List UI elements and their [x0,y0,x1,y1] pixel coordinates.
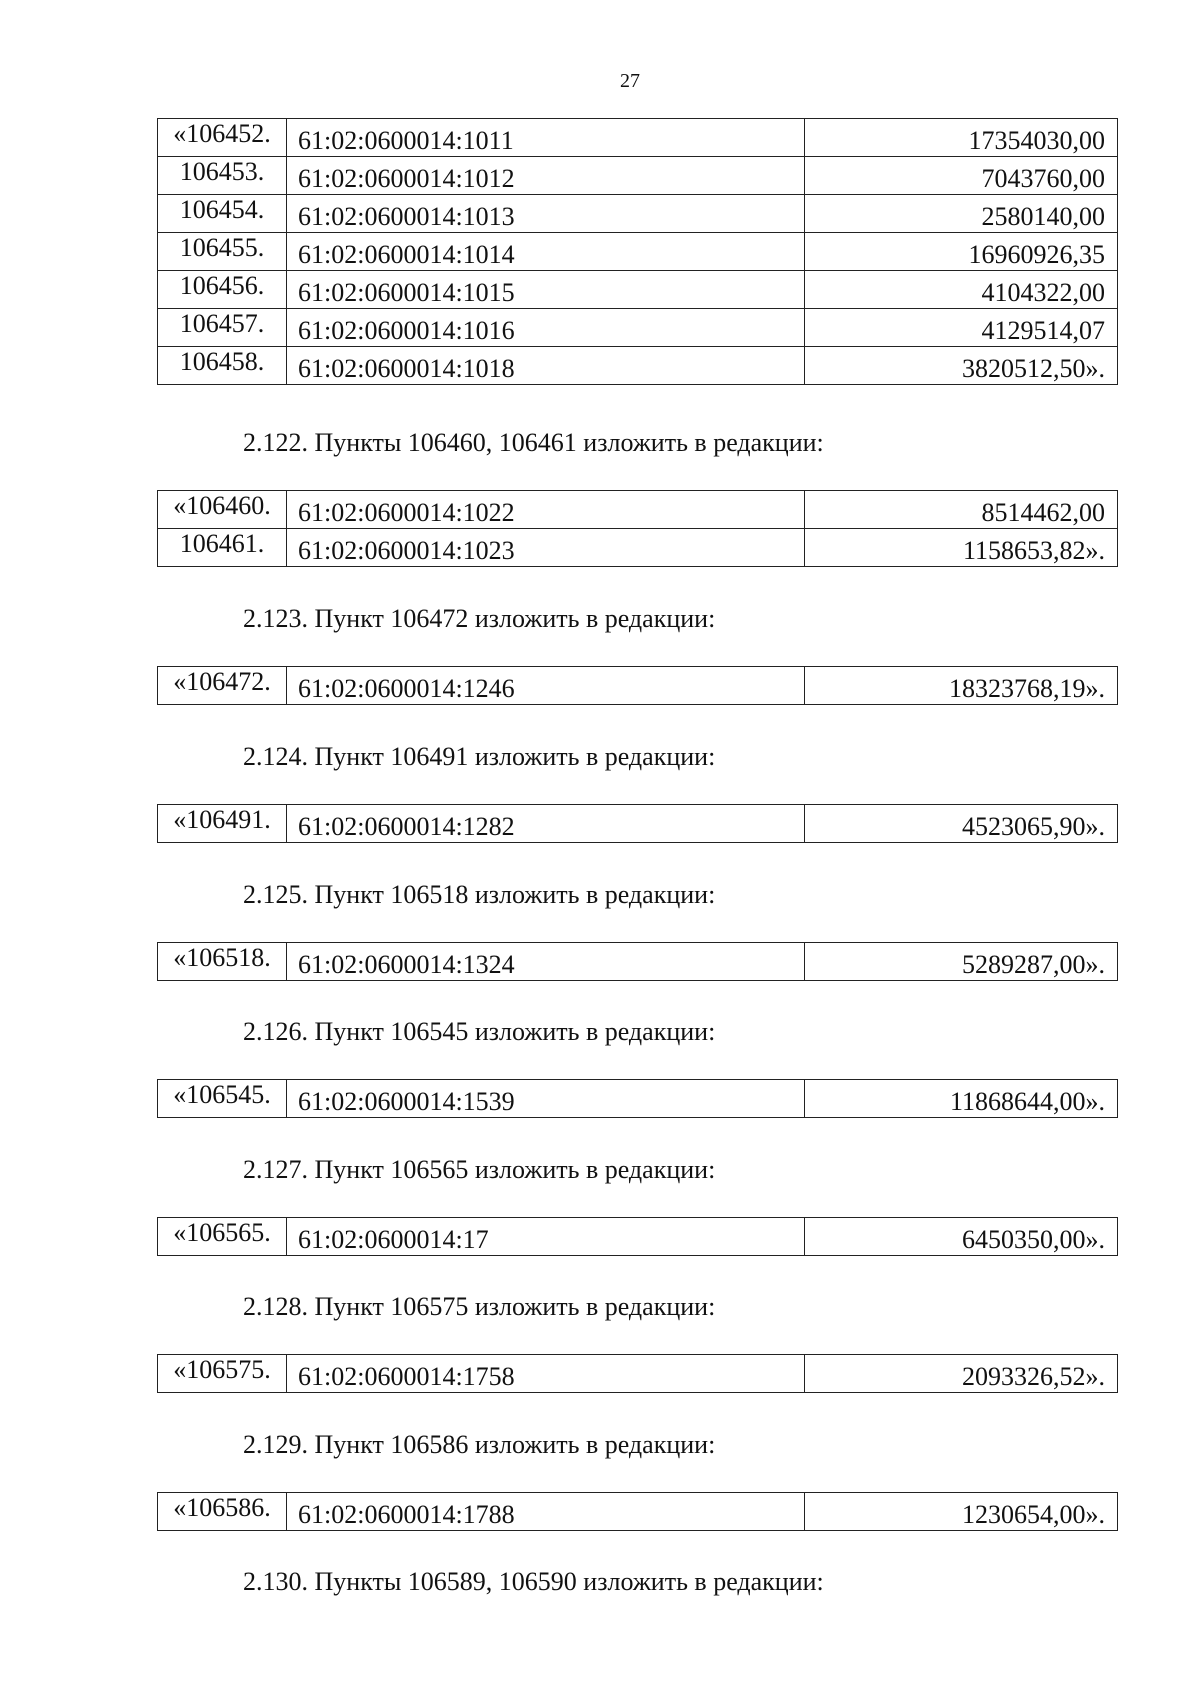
item-number: «106452. [158,115,287,153]
property-table-4 [157,804,1118,843]
cadastral-value: 2580140,00 [805,198,1118,236]
item-number: «106460. [158,487,287,525]
property-table-2 [157,490,1118,567]
cadastral-value: 7043760,00 [805,160,1118,198]
table-row [158,1493,1118,1531]
paragraph-2-130: 2.130. Пункты 106589, 106590 изложить в редакции: [243,1567,824,1596]
table-row [158,1218,1118,1256]
cadastral-number: 61:02:0600014:1011 [287,122,805,160]
cadastral-value: 5289287,00». [805,946,1118,984]
cadastral-value: 18323768,19». [805,670,1118,708]
item-number: 106453. [158,153,287,191]
table-row [158,119,1118,157]
cadastral-number: 61:02:0600014:1539 [287,1083,805,1121]
paragraph-2-126: 2.126. Пункт 106545 изложить в редакции: [243,1017,716,1046]
cadastral-number: 61:02:0600014:1014 [287,236,805,274]
property-table-3 [157,666,1118,705]
cadastral-number: 61:02:0600014:1016 [287,312,805,350]
paragraph-2-127: 2.127. Пункт 106565 изложить в редакции: [243,1155,716,1184]
table-row [158,943,1118,981]
item-number: «106472. [158,663,287,701]
property-table-6 [157,1079,1118,1118]
item-number: «106491. [158,801,287,839]
cadastral-value: 4104322,00 [805,274,1118,312]
cadastral-number: 61:02:0600014:1023 [287,532,805,570]
cadastral-value: 4523065,90». [805,808,1118,846]
table-row [158,309,1118,347]
paragraph-2-129: 2.129. Пункт 106586 изложить в редакции: [243,1430,716,1459]
table-row [158,529,1118,567]
cadastral-number: 61:02:0600014:1324 [287,946,805,984]
cadastral-number: 61:02:0600014:1013 [287,198,805,236]
cadastral-number: 61:02:0600014:1022 [287,494,805,532]
table-row [158,233,1118,271]
cadastral-number: 61:02:0600014:1282 [287,808,805,846]
item-number: «106518. [158,939,287,977]
item-number: 106456. [158,267,287,305]
item-number: 106457. [158,305,287,343]
cadastral-value: 3820512,50». [805,350,1118,388]
paragraph-2-124: 2.124. Пункт 106491 изложить в редакции: [243,742,716,771]
item-number: «106575. [158,1351,287,1389]
cadastral-value: 11868644,00». [805,1083,1118,1121]
paragraph-2-123: 2.123. Пункт 106472 изложить в редакции: [243,604,716,633]
cadastral-value: 16960926,35 [805,236,1118,274]
cadastral-number: 61:02:0600014:1018 [287,350,805,388]
item-number: «106545. [158,1076,287,1114]
table-row [158,271,1118,309]
item-number: 106458. [158,343,287,381]
cadastral-value: 1230654,00». [805,1496,1118,1534]
item-number: 106461. [158,525,287,563]
cadastral-value: 8514462,00 [805,494,1118,532]
cadastral-number: 61:02:0600014:1012 [287,160,805,198]
table-row [158,667,1118,705]
property-table-9 [157,1492,1118,1531]
cadastral-number: 61:02:0600014:17 [287,1221,805,1259]
paragraph-2-125: 2.125. Пункт 106518 изложить в редакции: [243,880,716,909]
property-table-5 [157,942,1118,981]
cadastral-number: 61:02:0600014:1246 [287,670,805,708]
table-row [158,347,1118,385]
paragraph-2-128: 2.128. Пункт 106575 изложить в редакции: [243,1292,716,1321]
cadastral-value: 1158653,82». [805,532,1118,570]
table-row [158,491,1118,529]
table-row [158,1355,1118,1393]
table-row [158,1080,1118,1118]
property-table-7 [157,1217,1118,1256]
table-row [158,805,1118,843]
property-table-1 [157,118,1118,385]
cadastral-number: 61:02:0600014:1015 [287,274,805,312]
cadastral-number: 61:02:0600014:1788 [287,1496,805,1534]
table-row [158,195,1118,233]
item-number: «106586. [158,1489,287,1527]
cadastral-value: 2093326,52». [805,1358,1118,1396]
item-number: 106455. [158,229,287,267]
page-number: 27 [620,70,640,92]
item-number: «106565. [158,1214,287,1252]
cadastral-number: 61:02:0600014:1758 [287,1358,805,1396]
paragraph-2-122: 2.122. Пункты 106460, 106461 изложить в редакции: [243,428,824,457]
cadastral-value: 6450350,00». [805,1221,1118,1259]
table-row [158,157,1118,195]
cadastral-value: 4129514,07 [805,312,1118,350]
property-table-8 [157,1354,1118,1393]
cadastral-value: 17354030,00 [805,122,1118,160]
item-number: 106454. [158,191,287,229]
